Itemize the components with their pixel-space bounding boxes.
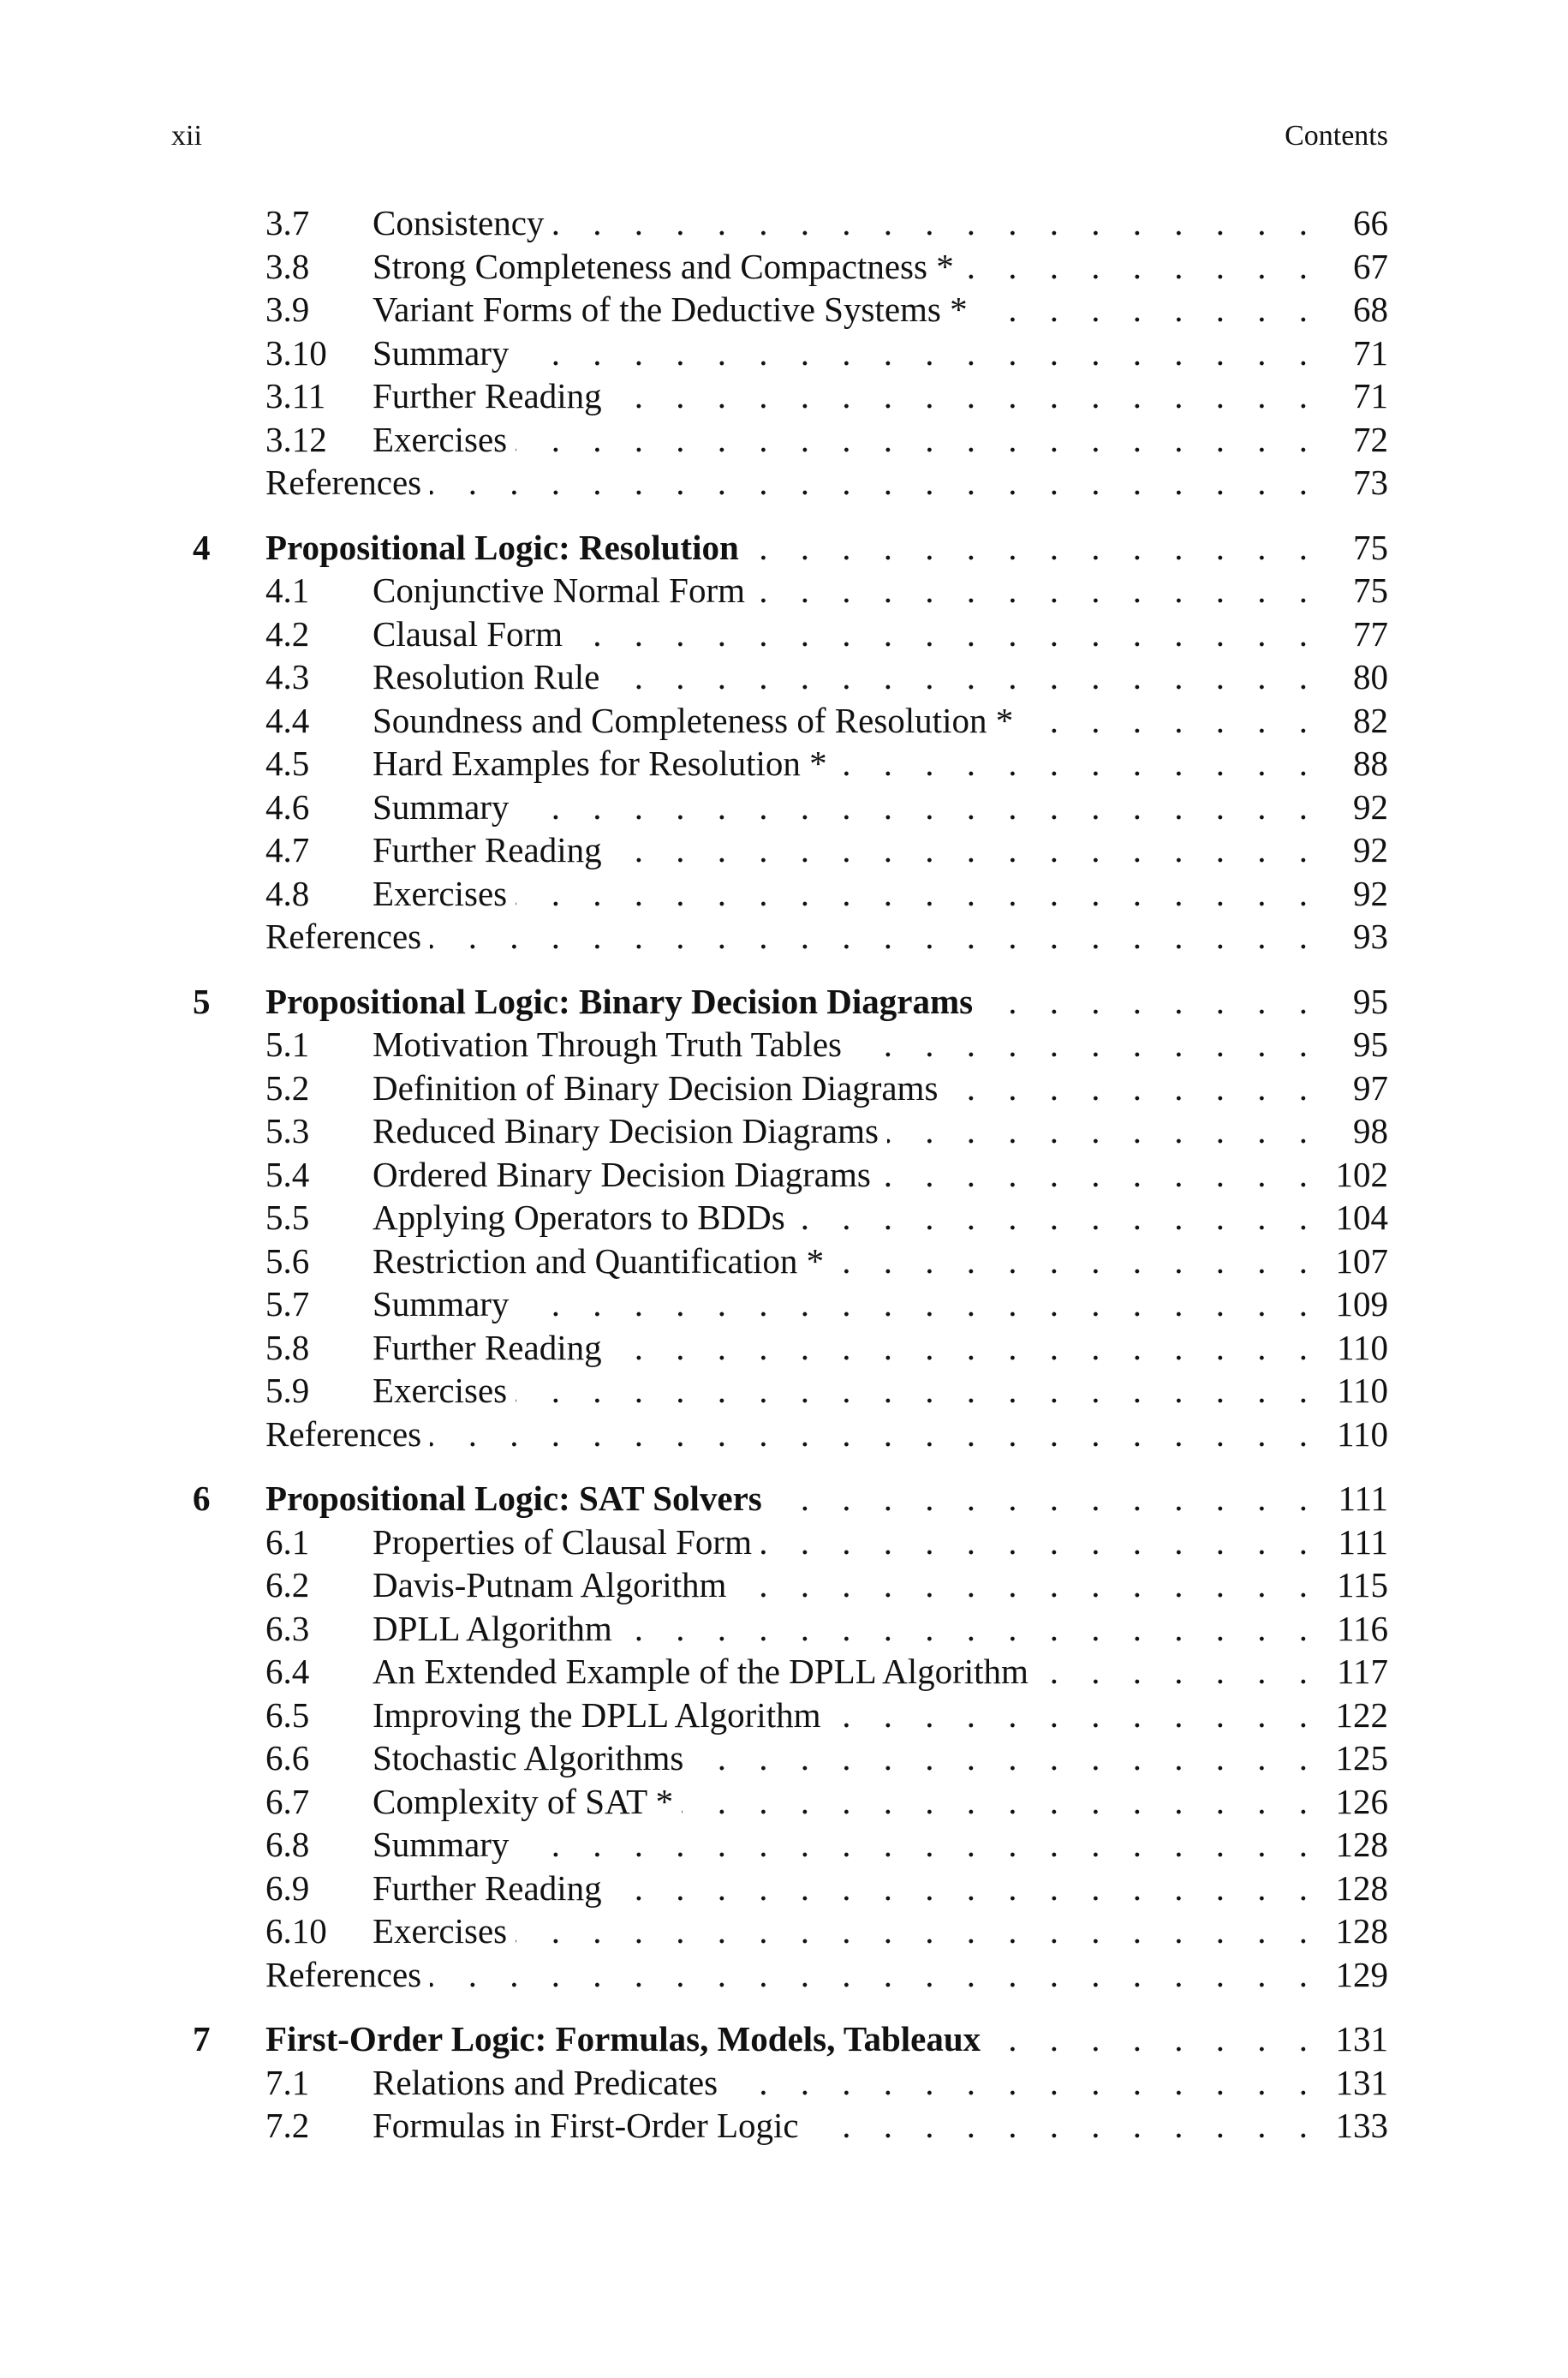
toc-references-entry[interactable]: [171, 1413, 1388, 1456]
section-number: 6.10: [265, 1911, 327, 1951]
toc-section-entry[interactable]: [171, 1240, 1388, 1283]
dot-leader: [879, 1153, 1320, 1197]
dot-leader: [989, 2017, 1320, 2061]
section-number: 4.7: [265, 830, 310, 869]
running-head-title: Contents: [1285, 120, 1388, 152]
chapter-number: 5: [193, 981, 211, 1021]
chapter-number: 6: [193, 1479, 211, 1518]
section-number: 5.9: [265, 1371, 310, 1410]
section-number: 5.3: [265, 1111, 310, 1150]
entry-title: References: [265, 915, 430, 959]
toc-references-entry[interactable]: [171, 1953, 1388, 1997]
dot-leader: [1037, 1650, 1320, 1694]
entry-title: Exercises: [373, 872, 516, 916]
entry-page-number: 82: [1353, 700, 1388, 740]
section-number: 3.11: [265, 376, 326, 415]
entry-page-number: 128: [1335, 1825, 1388, 1864]
dot-leader: [611, 374, 1320, 418]
toc-section-entry[interactable]: [171, 612, 1388, 656]
section-number: 4.3: [265, 657, 310, 696]
section-number: 4.5: [265, 744, 310, 783]
section-number: 4.8: [265, 873, 310, 913]
entry-title: Variant Forms of the Deductive Systems *: [373, 288, 976, 332]
dot-leader: [608, 655, 1320, 699]
entry-page-number: 77: [1353, 613, 1388, 654]
entry-page-number: 73: [1353, 463, 1388, 502]
section-number: 5.8: [265, 1327, 310, 1367]
toc-section-entry[interactable]: [171, 699, 1388, 743]
entry-title: Improving the DPLL Algorithm: [373, 1694, 829, 1737]
entry-page-number: 116: [1337, 1608, 1388, 1648]
toc-section-entry[interactable]: [171, 1023, 1388, 1067]
toc-section-entry[interactable]: [171, 1521, 1388, 1564]
entry-title: Properties of Clausal Form: [373, 1521, 760, 1564]
entry-title: References: [265, 461, 430, 505]
entry-title: Summary: [373, 332, 517, 375]
section-number: 6.2: [265, 1565, 310, 1604]
entry-title: Hard Examples for Resolution *: [373, 742, 836, 786]
entry-page-number: 93: [1353, 917, 1388, 956]
toc-section-entry[interactable]: [171, 742, 1388, 786]
entry-title: Soundness and Completeness of Resolution *: [373, 699, 1022, 743]
toc-section-entry[interactable]: [171, 1326, 1388, 1370]
page-number: xii: [171, 120, 202, 152]
entry-page-number: 111: [1338, 1521, 1388, 1562]
toc-section-entry[interactable]: [171, 655, 1388, 699]
chapter-number: 4: [193, 527, 211, 567]
entry-page-number: 131: [1335, 2062, 1388, 2102]
dot-leader: [760, 1521, 1320, 1564]
entry-page-number: 97: [1353, 1067, 1388, 1108]
dot-leader: [946, 1067, 1320, 1110]
section-number: 3.9: [265, 290, 310, 329]
entry-title: Summary: [373, 786, 517, 829]
toc-chapter-entry[interactable]: [171, 980, 1388, 1024]
toc-references-entry[interactable]: [171, 915, 1388, 959]
entry-title: Further Reading: [373, 828, 611, 872]
entry-page-number: 92: [1353, 873, 1388, 913]
section-number: 3.8: [265, 246, 310, 286]
toc-section-entry[interactable]: [171, 1153, 1388, 1197]
entry-page-number: 115: [1337, 1565, 1388, 1604]
dot-leader: [430, 915, 1320, 959]
section-number: 5.1: [265, 1025, 310, 1064]
entry-page-number: 67: [1353, 246, 1388, 286]
entry-page-number: 98: [1353, 1111, 1388, 1150]
toc-section-entry[interactable]: [171, 418, 1388, 462]
entry-title: Further Reading: [373, 374, 611, 418]
toc-references-entry[interactable]: [171, 461, 1388, 505]
entry-title: Clausal Form: [373, 612, 571, 656]
section-number: 6.8: [265, 1825, 310, 1864]
dot-leader: [832, 1240, 1320, 1283]
toc-section-entry[interactable]: [171, 569, 1388, 612]
entry-title: References: [265, 1953, 430, 1997]
entry-page-number: 107: [1335, 1240, 1388, 1281]
entry-page-number: 95: [1353, 1025, 1388, 1064]
entry-title: Formulas in First-Order Logic: [373, 2104, 808, 2148]
dot-leader: [430, 1953, 1320, 1997]
entry-page-number: 122: [1335, 1694, 1388, 1735]
toc-section-entry[interactable]: [171, 288, 1388, 332]
entry-page-number: 104: [1335, 1198, 1388, 1237]
dot-leader: [516, 1369, 1320, 1413]
entry-title: Davis-Putnam Algorithm: [373, 1563, 735, 1607]
dot-leader: [771, 1477, 1320, 1521]
dot-leader: [748, 526, 1320, 570]
section-number: 6.6: [265, 1738, 310, 1778]
entry-title: Resolution Rule: [373, 655, 608, 699]
entry-page-number: 102: [1335, 1154, 1388, 1194]
entry-page-number: 133: [1335, 2106, 1388, 2145]
entry-title: Conjunctive Normal Form: [373, 569, 754, 612]
toc-section-entry[interactable]: [171, 1607, 1388, 1651]
entry-page-number: 72: [1353, 419, 1388, 459]
toc-section-entry[interactable]: [171, 245, 1388, 289]
toc-chapter-entry[interactable]: [171, 526, 1388, 570]
entry-page-number: 111: [1338, 1479, 1388, 1518]
dot-leader: [517, 1823, 1320, 1867]
entry-title: References: [265, 1413, 430, 1456]
toc-section-entry[interactable]: [171, 1909, 1388, 1953]
section-number: 4.6: [265, 786, 310, 827]
section-number: 6.7: [265, 1781, 310, 1821]
entry-title: Relations and Predicates: [373, 2061, 726, 2105]
section-number: 4.4: [265, 700, 310, 740]
section-number: 7.1: [265, 2062, 310, 2102]
section-number: 6.1: [265, 1521, 310, 1562]
entry-title: Definition of Binary Decision Diagrams: [373, 1067, 946, 1110]
entry-page-number: 75: [1353, 527, 1388, 567]
section-number: 3.10: [265, 332, 327, 373]
section-number: 5.7: [265, 1284, 310, 1323]
section-number: 7.2: [265, 2106, 310, 2145]
table-of-contents: [171, 201, 1388, 2148]
dot-leader: [850, 1023, 1320, 1067]
dot-leader: [692, 1736, 1320, 1780]
toc-section-entry[interactable]: [171, 1823, 1388, 1867]
entry-title: Propositional Logic: Binary Decision Diagrams: [265, 980, 981, 1024]
section-number: 6.3: [265, 1608, 310, 1648]
entry-title: Summary: [373, 1282, 517, 1326]
entry-page-number: 80: [1353, 657, 1388, 696]
entry-title: Complexity of SAT *: [373, 1780, 682, 1824]
entry-page-number: 71: [1353, 376, 1388, 415]
entry-title: Consistency: [373, 201, 552, 245]
toc-section-entry[interactable]: [171, 1109, 1388, 1153]
dot-leader: [611, 828, 1320, 872]
entry-page-number: 129: [1335, 1954, 1388, 1994]
dot-leader: [808, 2104, 1320, 2148]
toc-section-entry[interactable]: [171, 374, 1388, 418]
entry-title: Further Reading: [373, 1867, 611, 1910]
entry-page-number: 66: [1353, 203, 1388, 242]
entry-title: Restriction and Quantification *: [373, 1240, 832, 1283]
entry-page-number: 92: [1353, 786, 1388, 827]
entry-title: Further Reading: [373, 1326, 611, 1370]
section-number: 4.2: [265, 613, 310, 654]
toc-section-entry[interactable]: [171, 1196, 1388, 1240]
toc-section-entry[interactable]: [171, 786, 1388, 829]
section-number: 5.6: [265, 1240, 310, 1281]
entry-title: Propositional Logic: Resolution: [265, 526, 748, 570]
entry-page-number: 71: [1353, 332, 1388, 373]
entry-title: Strong Completeness and Compactness *: [373, 245, 963, 289]
dot-leader: [829, 1694, 1320, 1737]
section-number: 5.5: [265, 1198, 310, 1237]
entry-page-number: 109: [1335, 1284, 1388, 1323]
section-number: 5.4: [265, 1154, 310, 1194]
entry-page-number: 110: [1337, 1371, 1388, 1410]
section-number: 4.1: [265, 571, 310, 610]
entry-page-number: 92: [1353, 830, 1388, 869]
dot-leader: [1022, 699, 1320, 743]
dot-leader: [430, 1413, 1320, 1456]
entry-title: Ordered Binary Decision Diagrams: [373, 1153, 879, 1197]
dot-leader: [611, 1867, 1320, 1910]
entry-page-number: 110: [1337, 1327, 1388, 1367]
entry-title: Exercises: [373, 418, 516, 462]
entry-title: Reduced Binary Decision Diagrams: [373, 1109, 887, 1153]
dot-leader: [517, 1282, 1320, 1326]
entry-page-number: 125: [1335, 1738, 1388, 1778]
dot-leader: [981, 980, 1320, 1024]
entry-title: Stochastic Algorithms: [373, 1736, 692, 1780]
toc-section-entry[interactable]: [171, 1369, 1388, 1413]
section-number: 6.5: [265, 1694, 310, 1735]
running-header: [171, 120, 1388, 163]
section-number: 3.12: [265, 419, 327, 459]
toc-section-entry[interactable]: [171, 1867, 1388, 1910]
dot-leader: [726, 2061, 1320, 2105]
dot-leader: [517, 332, 1320, 375]
dot-leader: [611, 1326, 1320, 1370]
entry-page-number: 131: [1335, 2019, 1388, 2058]
chapter-number: 7: [193, 2019, 211, 2058]
toc-section-entry[interactable]: [171, 2061, 1388, 2105]
dot-leader: [430, 461, 1320, 505]
dot-leader: [976, 288, 1320, 332]
toc-section-entry[interactable]: [171, 1694, 1388, 1737]
dot-leader: [735, 1563, 1320, 1607]
toc-section-entry[interactable]: [171, 1282, 1388, 1326]
entry-page-number: 68: [1353, 290, 1388, 329]
entry-page-number: 95: [1353, 981, 1388, 1021]
entry-title: First-Order Logic: Formulas, Models, Tableaux: [265, 2017, 989, 2061]
dot-leader: [571, 612, 1320, 656]
entry-title: Applying Operators to BDDs: [373, 1196, 794, 1240]
dot-leader: [836, 742, 1320, 786]
entry-title: Exercises: [373, 1909, 516, 1953]
dot-leader: [516, 418, 1320, 462]
section-number: 5.2: [265, 1067, 310, 1108]
entry-page-number: 128: [1335, 1911, 1388, 1951]
toc-section-entry[interactable]: [171, 201, 1388, 245]
toc-section-entry[interactable]: [171, 2104, 1388, 2148]
toc-section-entry[interactable]: [171, 872, 1388, 916]
dot-leader: [682, 1780, 1320, 1824]
entry-title: Motivation Through Truth Tables: [373, 1023, 850, 1067]
toc-section-entry[interactable]: [171, 1736, 1388, 1780]
section-number: 3.7: [265, 203, 310, 242]
dot-leader: [552, 201, 1320, 245]
toc-section-entry[interactable]: [171, 332, 1388, 375]
entry-page-number: 110: [1337, 1413, 1388, 1454]
toc-section-entry[interactable]: [171, 1650, 1388, 1694]
dot-leader: [754, 569, 1320, 612]
entry-title: DPLL Algorithm: [373, 1607, 621, 1651]
entry-page-number: 126: [1335, 1781, 1388, 1821]
dot-leader: [794, 1196, 1320, 1240]
dot-leader: [963, 245, 1320, 289]
dot-leader: [517, 786, 1320, 829]
entry-page-number: 128: [1335, 1867, 1388, 1908]
dot-leader: [887, 1109, 1320, 1153]
toc-chapter-entry[interactable]: [171, 1477, 1388, 1521]
entry-title: An Extended Example of the DPLL Algorithm: [373, 1650, 1037, 1694]
entry-title: Propositional Logic: SAT Solvers: [265, 1477, 771, 1521]
toc-section-entry[interactable]: [171, 828, 1388, 872]
toc-chapter-entry[interactable]: [171, 2017, 1388, 2061]
entry-page-number: 117: [1337, 1652, 1388, 1691]
entry-page-number: 88: [1353, 744, 1388, 783]
toc-section-entry[interactable]: [171, 1067, 1388, 1110]
entry-title: Summary: [373, 1823, 517, 1867]
dot-leader: [516, 1909, 1320, 1953]
entry-page-number: 75: [1353, 571, 1388, 610]
section-number: 6.9: [265, 1867, 310, 1908]
dot-leader: [621, 1607, 1320, 1651]
toc-section-entry[interactable]: [171, 1563, 1388, 1607]
section-number: 6.4: [265, 1652, 310, 1691]
entry-title: Exercises: [373, 1369, 516, 1413]
toc-section-entry[interactable]: [171, 1780, 1388, 1824]
dot-leader: [516, 872, 1320, 916]
